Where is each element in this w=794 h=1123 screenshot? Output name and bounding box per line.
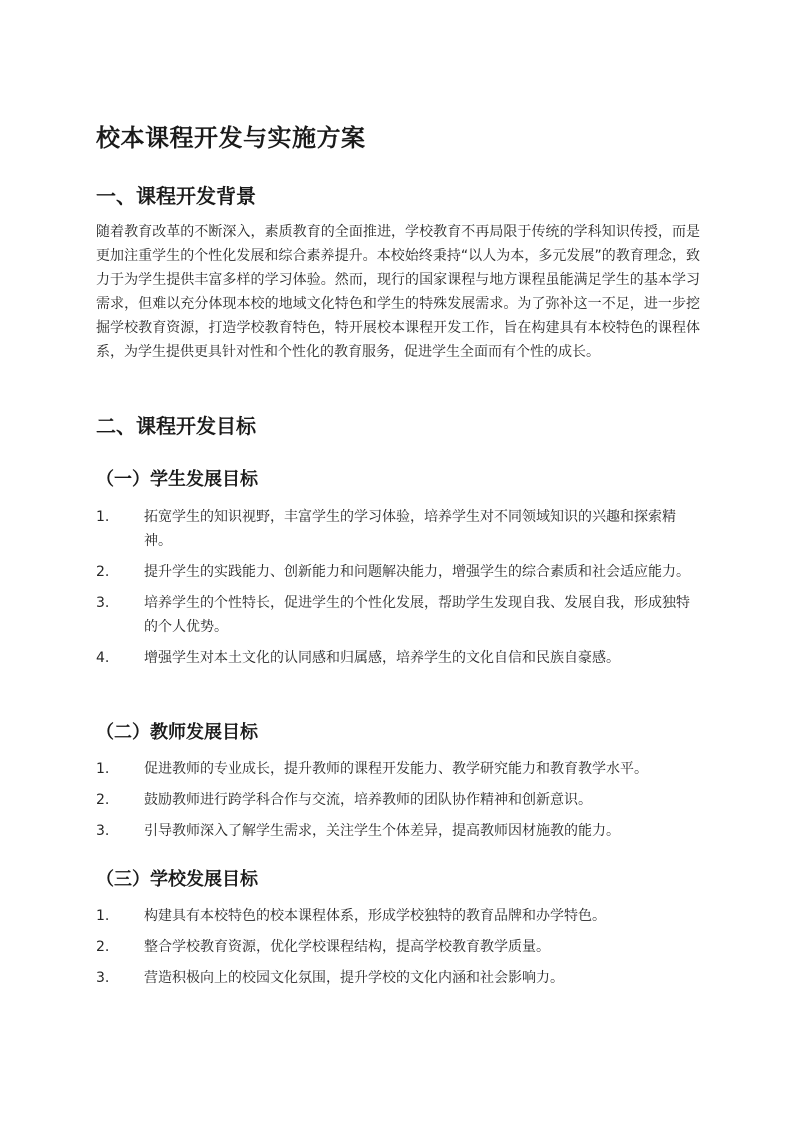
subsection-heading-teacher-goals: （二）教师发展目标 <box>96 722 258 743</box>
list-number: 3. <box>96 595 110 611</box>
list-item <box>96 935 700 959</box>
list-number: 1. <box>96 908 110 924</box>
list-text: 增强学生对本土文化的认同感和归属感，培养学生的文化自信和民族自豪感。 <box>144 650 620 666</box>
list-text: 培养学生的个性特长，促进学生的个性化发展，帮助学生发现自我、发展自我，形成独特的个人优势。 <box>144 595 690 635</box>
list-text: 提升学生的实践能力、创新能力和问题解决能力，增强学生的综合素质和社会适应能力。 <box>144 564 690 580</box>
subsection-heading-student-goals: （一）学生发展目标 <box>96 469 258 490</box>
list-number: 2. <box>96 564 110 580</box>
list-item <box>96 966 700 990</box>
section-heading-goals: 二、课程开发目标 <box>96 414 256 438</box>
list-text: 促进教师的专业成长，提升教师的课程开发能力、教学研究能力和教育教学水平。 <box>144 761 648 777</box>
list-item <box>96 646 700 670</box>
list-number: 1. <box>96 509 110 525</box>
document-title: 校本课程开发与实施方案 <box>96 124 366 152</box>
list-number: 4. <box>96 650 110 666</box>
list-number: 1. <box>96 761 110 777</box>
section-heading-background: 一、课程开发背景 <box>96 184 256 208</box>
list-number: 2. <box>96 792 110 808</box>
teacher-goals-list <box>96 757 700 850</box>
list-item <box>96 591 700 639</box>
list-number: 3. <box>96 823 110 839</box>
school-goals-list <box>96 904 700 997</box>
list-text: 整合学校教育资源，优化学校课程结构，提高学校教育教学质量。 <box>144 939 550 955</box>
list-item <box>96 904 700 928</box>
student-goals-list <box>96 505 700 677</box>
list-text: 鼓励教师进行跨学科合作与交流，培养教师的团队协作精神和创新意识。 <box>144 792 592 808</box>
list-item <box>96 819 700 843</box>
list-item <box>96 505 700 553</box>
list-text: 引导教师深入了解学生需求，关注学生个体差异，提高教师因材施教的能力。 <box>144 823 620 839</box>
list-item <box>96 757 700 781</box>
list-item <box>96 788 700 812</box>
background-paragraph: 随着教育改革的不断深入，素质教育的全面推进，学校教育不再局限于传统的学科知识传授，而是更加注重学生的个性化发展和综合素养提升。本校始终秉持“以人为本，多元发展”的教育理念，致力于为学生提供丰富多样的学习体验。然而，现行的国家课程与地方课程虽能满足学生的基本学习需求，但难以充分体现本校的地域文化特色和学生的特殊发展需求。为了弥补这一不足，进一步挖掘学校教育资源，打造学校教育特色，特开展校本课程开发工作，旨在构建具有本校特色的课程体系，为学生提供更具针对性和个性化的教育服务，促进学生全面而有个性的成长。 <box>96 224 700 360</box>
subsection-heading-school-goals: （三）学校发展目标 <box>96 869 258 890</box>
list-text: 拓宽学生的知识视野，丰富学生的学习体验，培养学生对不同领域知识的兴趣和探索精神。 <box>144 509 676 549</box>
list-text: 构建具有本校特色的校本课程体系，形成学校独特的教育品牌和办学特色。 <box>144 908 606 924</box>
list-number: 3. <box>96 970 110 986</box>
list-text: 营造积极向上的校园文化氛围，提升学校的文化内涵和社会影响力。 <box>144 970 564 986</box>
list-number: 2. <box>96 939 110 955</box>
list-item <box>96 560 700 584</box>
